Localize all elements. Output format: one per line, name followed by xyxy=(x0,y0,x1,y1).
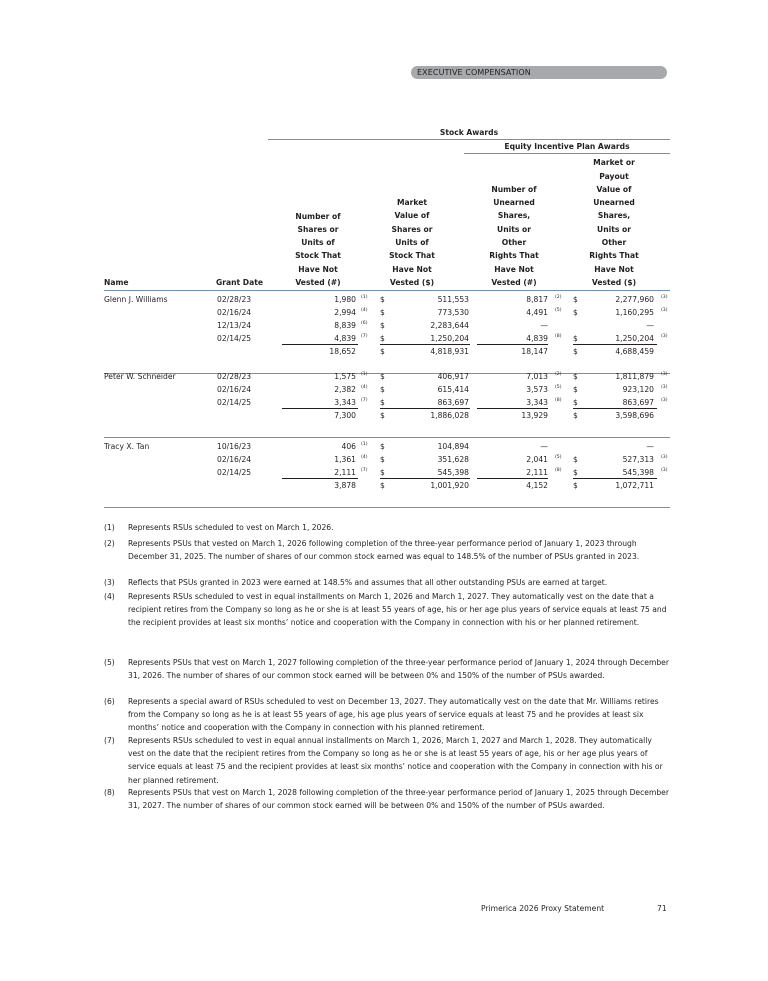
column-header-payout-value xyxy=(566,156,662,289)
column-header-line: Value of xyxy=(394,211,430,221)
market-value: 1,250,204 xyxy=(430,333,469,343)
footnote-ref: (4) xyxy=(361,454,368,460)
currency-symbol: $ xyxy=(573,347,578,357)
total-unearned-shares: 18,147 xyxy=(521,347,548,357)
footnote-text: Represents PSUs that vested on March 1, 2026 following completion of the three-year performance period of January 1, 2023 through December 31, 2025. The number of shares of our common stock earned was equal to 148.5% of the number of PSUs granted in 2023. xyxy=(128,539,640,562)
payout-value: 2,277,960 xyxy=(615,295,654,304)
footnote-ref: (3) xyxy=(661,454,668,460)
column-header-line: Other xyxy=(601,238,627,248)
footnote-ref: (1) xyxy=(361,372,368,377)
footnote-text: Reflects that PSUs granted in 2023 were earned at 148.5% and assumes that all other outstanding PSUs are earned at target. xyxy=(128,578,608,587)
section-divider-rule xyxy=(104,507,670,508)
total-payout-value: 4,688,459 xyxy=(615,347,654,357)
total-unearned-shares: 4,152 xyxy=(526,481,548,491)
column-header-line: Units of xyxy=(395,238,429,248)
shares-not-vested: 2,382 xyxy=(334,384,356,394)
footnote-ref: (8) xyxy=(555,467,562,473)
footnote xyxy=(104,734,670,787)
group-header-stock-awards: Stock Awards xyxy=(439,128,499,137)
payout-value: — xyxy=(646,442,654,451)
column-header-line: Vested (#) xyxy=(491,277,537,287)
column-header-line: Units or xyxy=(597,224,631,234)
column-header-line: Number of xyxy=(491,184,537,194)
column-header-line: Shares, xyxy=(597,211,631,221)
section-title: EXECUTIVE COMPENSATION xyxy=(417,68,531,77)
currency-symbol: $ xyxy=(380,397,385,407)
total-market-value: 1,001,920 xyxy=(430,481,469,491)
column-header-line: Shares or xyxy=(297,224,339,234)
footnote xyxy=(104,590,670,630)
group-rule-stock-awards xyxy=(268,139,670,140)
footnote-ref: (8) xyxy=(555,397,562,403)
currency-symbol: $ xyxy=(573,397,578,407)
column-header-line: Stock That xyxy=(295,251,341,261)
footnote-ref: (2) xyxy=(555,372,562,377)
shares-not-vested: 2,994 xyxy=(334,307,356,317)
footnote-number: (4) xyxy=(104,592,115,601)
footnote-text: Represents RSUs scheduled to vest in equal annual installments on March 1, 2026, March 1, 2027 and March 1, 2028. They automatically vest on the date that the recipient retires from the Company so long as he or she is at least 55 years of age, his or her age plus years of service equals at least 75 and the recipient provides at least six months’ notice and cooperation with the Company in connection with his or her planned retirement. xyxy=(128,736,663,785)
footnote-ref: (3) xyxy=(661,397,668,403)
currency-symbol: $ xyxy=(380,295,385,304)
footnote-text: Represents a special award of RSUs scheduled to vest on December 13, 2027. They automatically vest on the date that Mr. Williams retires from the Company so long as he is at least 55 years of age, his age plus years of service equals at least 75 and he provides at least six months’ notice and cooperation with the Company in connection with his planned retirement. xyxy=(128,697,659,733)
footnote-ref: (3) xyxy=(661,384,668,390)
total-unearned-shares: 13,929 xyxy=(521,411,548,421)
footnote-ref: (3) xyxy=(661,467,668,473)
footnote-ref: (7) xyxy=(361,333,368,339)
payout-value: 1,811,879 xyxy=(615,372,654,381)
market-value: 545,398 xyxy=(437,467,469,477)
column-header-line: Vested ($) xyxy=(591,277,637,287)
total-payout-value: 1,072,711 xyxy=(615,481,654,491)
footnote-ref: (4) xyxy=(361,384,368,390)
unearned-shares: 8,817 xyxy=(526,295,548,304)
column-header-market-value xyxy=(364,196,460,289)
column-header-line: Unearned xyxy=(493,198,535,208)
payout-value: 863,697 xyxy=(622,397,654,407)
footnote xyxy=(104,786,670,812)
column-header-line: Stock That xyxy=(389,251,435,261)
footnote-ref: (2) xyxy=(555,295,562,300)
footer-page-number: 71 xyxy=(657,904,667,913)
total-shares-not-vested: 7,300 xyxy=(334,411,356,421)
footnote-ref: (1) xyxy=(361,295,368,300)
footnote-ref: (3) xyxy=(661,295,668,300)
payout-value: 1,160,295 xyxy=(615,307,654,317)
footnote-number: (8) xyxy=(104,788,115,797)
footnote-ref: (3) xyxy=(661,333,668,339)
unearned-shares: 4,491 xyxy=(526,307,548,317)
column-header-line: Number of xyxy=(295,211,341,221)
column-header-line: Shares or xyxy=(391,224,433,234)
grant-date: 02/14/25 xyxy=(217,467,252,477)
footnote-text: Represents PSUs that vest on March 1, 2028 following completion of the three-year performance period of January 1, 2025 through December 31, 2027. The number of shares of our common stock earned will be between 0% and 150% of the number of PSUs awarded. xyxy=(128,788,669,811)
currency-symbol: $ xyxy=(380,307,385,317)
footnote-number: (6) xyxy=(104,697,115,706)
grant-date: 10/16/23 xyxy=(217,442,252,451)
footnote xyxy=(104,695,670,735)
footnote xyxy=(104,656,670,682)
unearned-shares: — xyxy=(540,442,548,451)
column-header-line: Unearned xyxy=(593,198,635,208)
market-value: 511,553 xyxy=(437,295,469,304)
total-shares-not-vested: 3,878 xyxy=(334,481,356,491)
shares-not-vested: 4,839 xyxy=(334,333,356,343)
currency-symbol: $ xyxy=(380,442,385,451)
unearned-shares: 3,573 xyxy=(526,384,548,394)
currency-symbol: $ xyxy=(380,384,385,394)
footnote-number: (7) xyxy=(104,736,115,745)
currency-symbol: $ xyxy=(380,347,385,357)
column-header-name: Name xyxy=(104,278,129,287)
footer-publication: Primerica 2026 Proxy Statement xyxy=(481,904,605,913)
currency-symbol: $ xyxy=(573,307,578,317)
market-value: 351,628 xyxy=(437,454,469,464)
unearned-shares: 2,041 xyxy=(526,454,548,464)
shares-not-vested: 1,980 xyxy=(334,295,356,304)
group-rule-equity-incentive xyxy=(464,153,670,154)
payout-value: 527,313 xyxy=(622,454,654,464)
payout-value: — xyxy=(646,320,654,330)
market-value: 773,530 xyxy=(437,307,469,317)
section-header-pill xyxy=(411,66,667,79)
currency-symbol: $ xyxy=(573,454,578,464)
column-header-line: Vested ($) xyxy=(389,277,435,287)
column-header-line: Shares, xyxy=(497,211,531,221)
column-header-line: Value of xyxy=(596,184,632,194)
shares-not-vested: 1,575 xyxy=(334,372,356,381)
currency-symbol: $ xyxy=(380,481,385,491)
column-header-line: Have Not xyxy=(494,264,534,274)
footnote-ref: (4) xyxy=(361,307,368,313)
footnote xyxy=(104,521,670,534)
currency-symbol: $ xyxy=(573,411,578,421)
column-header-grant-date: Grant Date xyxy=(216,278,263,287)
currency-symbol: $ xyxy=(380,320,385,330)
executive-name: Peter W. Schneider xyxy=(104,372,176,381)
footnote-ref: (5) xyxy=(555,454,562,460)
footnote-text: Represents RSUs scheduled to vest in equal installments on March 1, 2026 and March 1, 2027. They automatically vest on the date that a recipient retires from the Company so long as he or she is at least 55 years of age, his or her age plus years of service equals at least 75 and the recipient provides at least six months’ notice and cooperation with the Company in connection with his or her planned retirement. xyxy=(128,592,667,628)
footnote-ref: (3) xyxy=(661,372,668,377)
column-header-line: Have Not xyxy=(298,264,338,274)
footnote-ref: (3) xyxy=(661,307,668,313)
unearned-shares: 4,839 xyxy=(526,333,548,343)
column-header-unearned-shares xyxy=(466,183,562,289)
shares-not-vested: 2,111 xyxy=(334,467,356,477)
grant-date: 02/14/25 xyxy=(217,397,252,407)
column-header-shares-not-vested xyxy=(270,210,366,290)
shares-not-vested: 1,361 xyxy=(334,454,356,464)
footnote-text: Represents RSUs scheduled to vest on March 1, 2026. xyxy=(128,523,334,532)
footnote-number: (3) xyxy=(104,578,115,587)
currency-symbol: $ xyxy=(573,481,578,491)
column-header-line: Payout xyxy=(599,171,629,181)
unearned-shares: — xyxy=(540,320,548,330)
column-header-line: Other xyxy=(501,238,527,248)
footnote xyxy=(104,537,670,563)
group-header-equity-incentive: Equity Incentive Plan Awards xyxy=(504,142,630,151)
shares-not-vested: 8,839 xyxy=(334,320,356,330)
grant-date: 02/28/23 xyxy=(217,372,252,381)
currency-symbol: $ xyxy=(380,333,385,343)
unearned-shares: 7,013 xyxy=(526,372,548,381)
currency-symbol: $ xyxy=(380,372,385,381)
grant-date: 02/28/23 xyxy=(217,295,252,304)
header-rule xyxy=(104,290,670,291)
total-shares-not-vested: 18,652 xyxy=(329,347,356,357)
market-value: 2,283,644 xyxy=(430,320,469,330)
currency-symbol: $ xyxy=(573,372,578,381)
footnote-text: Represents PSUs that vest on March 1, 2027 following completion of the three-year performance period of January 1, 2024 through December 31, 2026. The number of shares of our common stock earned will be between 0% and 150% of the number of PSUs awarded. xyxy=(128,658,669,681)
market-value: 406,917 xyxy=(437,372,469,381)
footnote-ref: (7) xyxy=(361,397,368,403)
column-header-line: Vested (#) xyxy=(295,277,341,287)
currency-symbol: $ xyxy=(573,295,578,304)
footnote-ref: (8) xyxy=(555,333,562,339)
column-header-line: Rights That xyxy=(589,251,639,261)
grant-date: 02/16/24 xyxy=(217,454,252,464)
column-header-line: Market or xyxy=(593,158,635,168)
grant-date: 12/13/24 xyxy=(217,320,252,330)
total-market-value: 4,818,931 xyxy=(430,347,469,357)
footnote-ref: (5) xyxy=(555,384,562,390)
market-value: 615,414 xyxy=(437,384,469,394)
executive-name: Tracy X. Tan xyxy=(104,442,150,451)
executive-name: Glenn J. Williams xyxy=(104,295,168,304)
payout-value: 923,120 xyxy=(622,384,654,394)
currency-symbol: $ xyxy=(573,333,578,343)
footnote-ref: (6) xyxy=(361,320,368,326)
section-divider-rule xyxy=(104,437,670,438)
payout-value: 1,250,204 xyxy=(615,333,654,343)
total-payout-value: 3,598,696 xyxy=(615,411,654,421)
column-header-line: Units of xyxy=(301,238,335,248)
footnote-number: (5) xyxy=(104,658,115,667)
column-header-line: Market xyxy=(396,198,428,208)
currency-symbol: $ xyxy=(380,467,385,477)
grant-date: 02/14/25 xyxy=(217,333,252,343)
currency-symbol: $ xyxy=(380,454,385,464)
currency-symbol: $ xyxy=(380,411,385,421)
currency-symbol: $ xyxy=(573,467,578,477)
payout-value: 545,398 xyxy=(622,467,654,477)
grant-date: 02/16/24 xyxy=(217,384,252,394)
footnote-ref: (7) xyxy=(361,467,368,473)
unearned-shares: 2,111 xyxy=(526,467,548,477)
column-header-line: Units or xyxy=(497,224,531,234)
column-header-line: Rights That xyxy=(489,251,539,261)
column-header-line: Have Not xyxy=(594,264,634,274)
currency-symbol: $ xyxy=(573,384,578,394)
total-market-value: 1,886,028 xyxy=(430,411,469,421)
shares-not-vested: 406 xyxy=(341,442,356,451)
grant-date: 02/16/24 xyxy=(217,307,252,317)
market-value: 104,894 xyxy=(437,442,469,451)
market-value: 863,697 xyxy=(437,397,469,407)
unearned-shares: 3,343 xyxy=(526,397,548,407)
footnote-ref: (1) xyxy=(361,442,368,447)
footnote-number: (1) xyxy=(104,523,115,532)
footnote xyxy=(104,576,670,589)
shares-not-vested: 3,343 xyxy=(334,397,356,407)
column-header-line: Have Not xyxy=(392,264,432,274)
footnote-ref: (5) xyxy=(555,307,562,313)
footnote-number: (2) xyxy=(104,539,115,548)
